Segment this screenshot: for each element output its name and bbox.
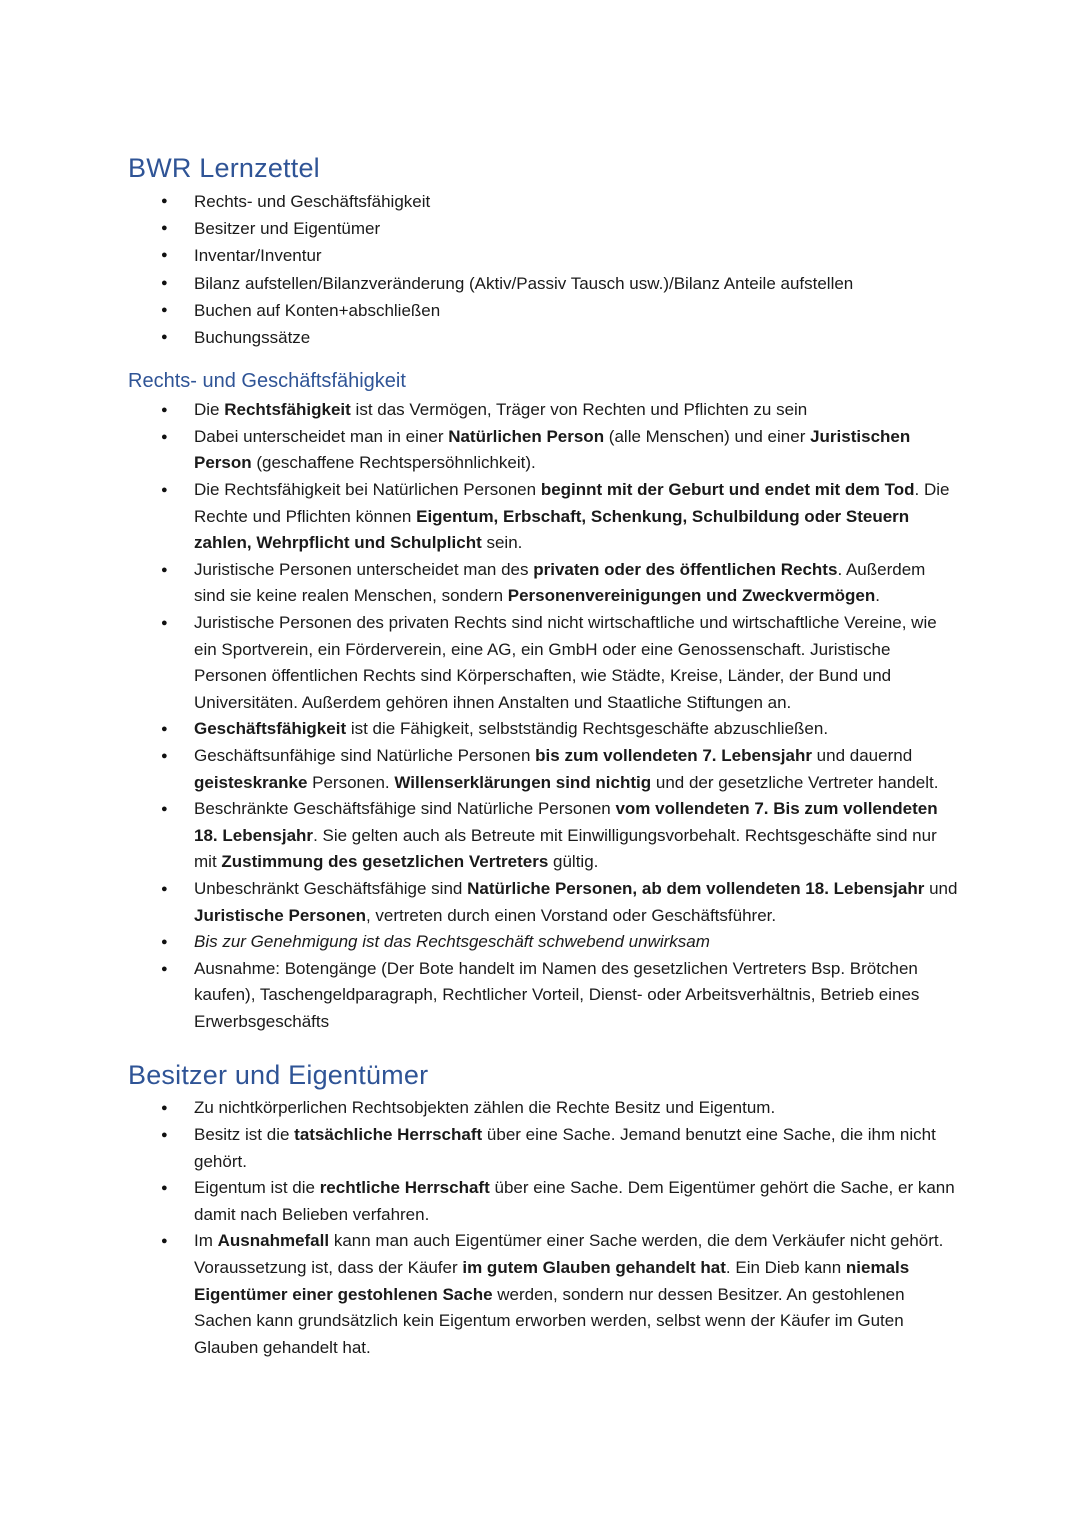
bold-text: Zustimmung des gesetzlichen Vertreters [221, 852, 549, 872]
italic-text: Bis zur Genehmigung ist das Rechtsgeschäft schwebend unwirksam [194, 932, 710, 952]
text: . Ein Dieb kann [725, 1258, 846, 1278]
text: (geschaffene Rechtspersöhnlichkeit). [251, 453, 536, 473]
topic-item: ● Inventar/Inventur [128, 242, 958, 269]
text: und der gesetzliche Vertreter handelt. [651, 772, 939, 792]
bullet-item [128, 1095, 958, 1122]
bullet-item [128, 1175, 958, 1228]
bold-text: Natürliche Personen, ab dem vollendeten 18. Lebensjahr [467, 878, 925, 898]
bold-text: bis zum vollendeten 7. Lebensjahr [535, 745, 812, 765]
text: Die Rechtsfähigkeit bei Natürlichen Personen [194, 480, 541, 499]
bullet-item [128, 557, 958, 610]
topic-item: ● Rechts- und Geschäftsfähigkeit [128, 188, 958, 215]
bullet-item [128, 1228, 958, 1361]
text: Juristische Personen des privaten Rechts sind nicht wirtschaftliche und wirtschaftliche Vereine, wie ein Sportverein, ein Förderverein, eine AG, ein GmbH oder eine Genossenschaft. Juristische Personen öffentlichen Rechts sind Körperschaften, wie Städte, Kreise, Länder, der Bund und Universitäten. Außerdem gehören ihnen Anstalten und Staatliche Stiftungen an. [194, 612, 937, 712]
text: Dabei unterscheidet man in einer [194, 426, 449, 446]
bold-text: Willenserklärungen sind nichtig [394, 772, 652, 792]
topic-item: ● Buchen auf Konten+abschließen [128, 297, 958, 324]
bold-text: Eigentum, Erbschaft, Schenkung, Schulbildung oder Steuern zahlen, Wehrpflicht und Schulplicht [194, 506, 910, 553]
text: über eine Sache. Jemand benutzt eine Sache, die ihm nicht gehört. [194, 1125, 936, 1171]
bold-text: Personenvereinigungen und Zweckvermögen [507, 586, 876, 606]
text: . Außerdem sind sie keine realen Menschen, sondern [194, 559, 926, 606]
bullet-item [128, 956, 958, 1036]
section-heading-besitz: Besitzer und Eigentümer [128, 1060, 429, 1091]
text: ist das Vermögen, Träger von Rechten und Pflichten zu sein [350, 400, 808, 420]
text: Beschränkte Geschäftsfähige sind Natürliche Personen [194, 799, 616, 819]
text: Besitz ist die [194, 1125, 295, 1145]
text: Eigentum ist die [194, 1178, 320, 1198]
text: und dauernd [811, 745, 913, 765]
bold-text: privaten oder des öffentlichen Rechts [533, 559, 838, 579]
document-title: BWR Lernzettel [128, 153, 320, 183]
bullet-item [128, 876, 958, 929]
topic-item: ● Besitzer und Eigentümer [128, 215, 958, 242]
text: und [924, 878, 958, 898]
text: Zu nichtkörperlichen Rechtsobjekten zählen die Rechte Besitz und Eigentum. [194, 1098, 776, 1118]
bullet-item [128, 1122, 958, 1175]
text: Unbeschränkt Geschäftsfähige sind [194, 878, 468, 898]
bold-text: Ausnahmefall [217, 1231, 330, 1251]
bold-text: Juristische Personen [194, 905, 366, 925]
bullet-item [128, 743, 958, 796]
bullet-item [128, 716, 958, 743]
bullet-item [128, 796, 958, 876]
text: Ausnahme: Botengänge (Der Bote handelt im Namen des gesetzlichen Vertreters Bsp. Brötchen kaufen), Taschengeldparagraph, Rechtlicher Vorteil, Dienst- oder Arbeitsverhältnis, Betrieb eines Erwerbsgeschäfts [194, 958, 920, 1031]
text: Die [194, 400, 225, 420]
bullet-item [128, 929, 958, 956]
text: gültig. [548, 852, 599, 872]
bold-text: Geschäftsfähigkeit [194, 719, 347, 739]
topic-list [128, 188, 958, 351]
text: . Die Rechte und Pflichten können [194, 480, 950, 526]
bold-text: vom vollendeten 7. Bis zum vollendeten 18. Lebensjahr [194, 799, 938, 845]
bold-text: Rechtsfähigkeit [224, 400, 351, 420]
bold-text: Natürlichen Person [448, 426, 605, 446]
bold-text: Juristischen Person [194, 426, 911, 473]
section-list-rechtsfaehigkeit [128, 397, 958, 1035]
text: (alle Menschen) und einer [604, 426, 811, 446]
text: Personen. [307, 772, 395, 792]
bold-text: beginnt mit der Geburt und endet mit dem Tod [540, 480, 915, 499]
topic-item: ● Bilanz aufstellen/Bilanzveränderung (Aktiv/Passiv Tausch usw.)/Bilanz Anteile aufstellen [128, 270, 958, 297]
section-heading-rechtsfaehigkeit: Rechts- und Geschäftsfähigkeit [128, 370, 406, 393]
bullet-item [128, 610, 958, 716]
bold-text: rechtliche Herrschaft [319, 1178, 490, 1198]
topic-item: ● Buchungssätze [128, 324, 958, 351]
bold-text: tatsächliche Herrschaft [294, 1125, 483, 1145]
bullet-item [128, 397, 958, 424]
bold-text: geisteskranke [194, 772, 308, 792]
text: ist die Fähigkeit, selbstständig Rechtsgeschäfte abzuschließen. [346, 719, 829, 739]
text: werden, sondern nur dessen Besitzer. An gestohlenen Sachen kann grundsätzlich kein Eigentum erworben werden, selbst wenn der Käufer im Guten Glauben gehandelt hat. [194, 1284, 905, 1357]
bold-text: niemals Eigentümer einer gestohlenen Sache [194, 1258, 910, 1304]
text: über eine Sache. Dem Eigentümer gehört die Sache, er kann damit nach Belieben verfahren. [194, 1178, 955, 1224]
text: . [875, 586, 880, 606]
bold-text: im gutem Glauben gehandelt hat [462, 1258, 726, 1278]
bullet-item [128, 477, 958, 557]
document-page [128, 150, 958, 1361]
text: Geschäftsunfähige sind Natürliche Personen [194, 745, 536, 765]
bullet-item [128, 424, 958, 477]
section-list-besitz [128, 1095, 958, 1361]
text: Juristische Personen unterscheidet man des [194, 559, 534, 579]
text: kann man auch Eigentümer einer Sache werden, die dem Verkäufer nicht gehört. Voraussetzung ist, dass der Käufer [194, 1231, 944, 1278]
text: Im [194, 1231, 218, 1251]
text: sein. [481, 533, 523, 553]
text: . Sie gelten auch als Betreute mit Einwilligungsvorbehalt. Rechtsgeschäfte sind nur mit [194, 825, 937, 872]
text: , vertreten durch einen Vorstand oder Geschäftsführer. [365, 905, 777, 925]
